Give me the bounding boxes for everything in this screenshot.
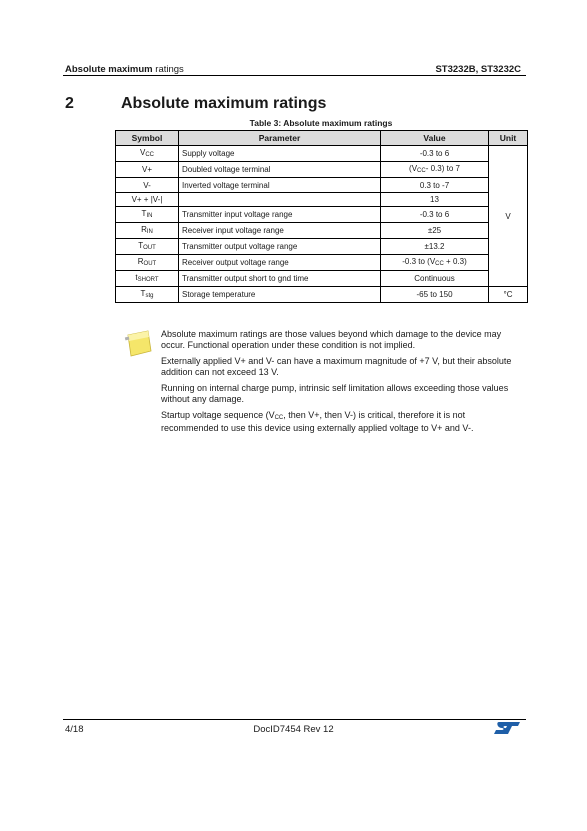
table-row — [116, 239, 528, 255]
value-cell: ±25 — [381, 223, 489, 239]
table-row — [116, 223, 528, 239]
table-row — [116, 146, 528, 162]
symbol-cell: $R_{IN}$ — [116, 223, 179, 239]
symbol-cell: V+ — [116, 162, 179, 178]
note-paragraph: Absolute maximum ratings are those values beyond which damage to the device may occur. Functional operation under these condition is not implied. — [161, 329, 502, 350]
table-row — [116, 271, 528, 287]
col-header-value: Value — [381, 131, 489, 146]
value-cell: 13 — [381, 192, 489, 207]
parameter-cell: Transmitter output voltage range — [179, 239, 381, 255]
parameter-cell: Receiver input voltage range — [179, 223, 381, 239]
unit-cell: V — [489, 146, 528, 287]
value-cell: -0.3 to 6 — [381, 207, 489, 223]
value-cell: ($V_{CC}-$ 0.3) to 7 — [381, 162, 489, 178]
note-paragraph: Running on internal charge pump, intrinsic self limitation allows exceeding those values without any damage. — [161, 383, 509, 404]
section-number: 2 — [65, 95, 74, 112]
table-row — [116, 162, 528, 178]
table-row — [116, 192, 528, 207]
parameter-cell: Doubled voltage terminal — [179, 162, 381, 178]
col-header-symbol: Symbol — [116, 131, 179, 146]
value-cell: 0.3 to -7 — [381, 178, 489, 193]
value-cell: ±13.2 — [381, 239, 489, 255]
table-row — [116, 178, 528, 193]
parameter-cell — [179, 192, 381, 207]
value-cell: -0.3 to 6 — [381, 146, 489, 162]
symbol-cell: $T_{IN}$ — [116, 207, 179, 223]
col-header-parameter: Parameter — [179, 131, 381, 146]
table-row — [116, 287, 528, 303]
footer-rule — [63, 719, 526, 720]
header-rule — [63, 75, 526, 76]
running-header-left: Absolute maximum ratings — [65, 64, 184, 75]
parameter-cell: Storage temperature — [179, 287, 381, 303]
symbol-cell: $T_{stg}$ — [116, 287, 179, 303]
symbol-cell: $T_{OUT}$ — [116, 239, 179, 255]
st-logo — [493, 721, 521, 735]
table-row — [116, 207, 528, 223]
symbol-cell: $V_{CC}$ — [116, 146, 179, 162]
col-header-unit: Unit — [489, 131, 528, 146]
parameter-cell: Supply voltage — [179, 146, 381, 162]
note-icon — [124, 329, 154, 359]
page-number: 4/18 — [65, 724, 84, 735]
parameter-cell: Transmitter output short to gnd time — [179, 271, 381, 287]
running-header-right: ST3232B, ST3232C — [435, 64, 521, 75]
parameter-cell: Transmitter input voltage range — [179, 207, 381, 223]
unit-cell: °C — [489, 287, 528, 303]
parameter-cell: Inverted voltage terminal — [179, 178, 381, 193]
note-paragraph: Startup voltage sequence ($V_{CC}$, then V+, then V-) is critical, therefore it is not recommended to use this device using externally applied voltage to V+ and V-. — [161, 410, 474, 433]
table-caption: Table 3: Absolute maximum ratings — [249, 118, 393, 128]
symbol-cell: $t_{SHORT}$ — [116, 271, 179, 287]
value-cell: Continuous — [381, 271, 489, 287]
document-id: DocID7454 Rev 12 — [253, 724, 334, 735]
ratings-table — [115, 130, 528, 303]
note-paragraph: Externally applied V+ and V- can have a maximum magnitude of +7 V, but their absolute addition can not exceed 13 V. — [161, 356, 512, 377]
table-row — [116, 255, 528, 271]
symbol-cell: $R_{OUT}$ — [116, 255, 179, 271]
notes-block — [161, 329, 521, 439]
value-cell: -65 to 150 — [381, 287, 489, 303]
section-title: Absolute maximum ratings — [121, 95, 327, 112]
value-cell: -0.3 to $(V_{CC} + 0.3)$ — [381, 255, 489, 271]
table-header-row — [116, 131, 528, 146]
symbol-cell: V- — [116, 178, 179, 193]
parameter-cell: Receiver output voltage range — [179, 255, 381, 271]
symbol-cell: V+ + |V-| — [116, 192, 179, 207]
